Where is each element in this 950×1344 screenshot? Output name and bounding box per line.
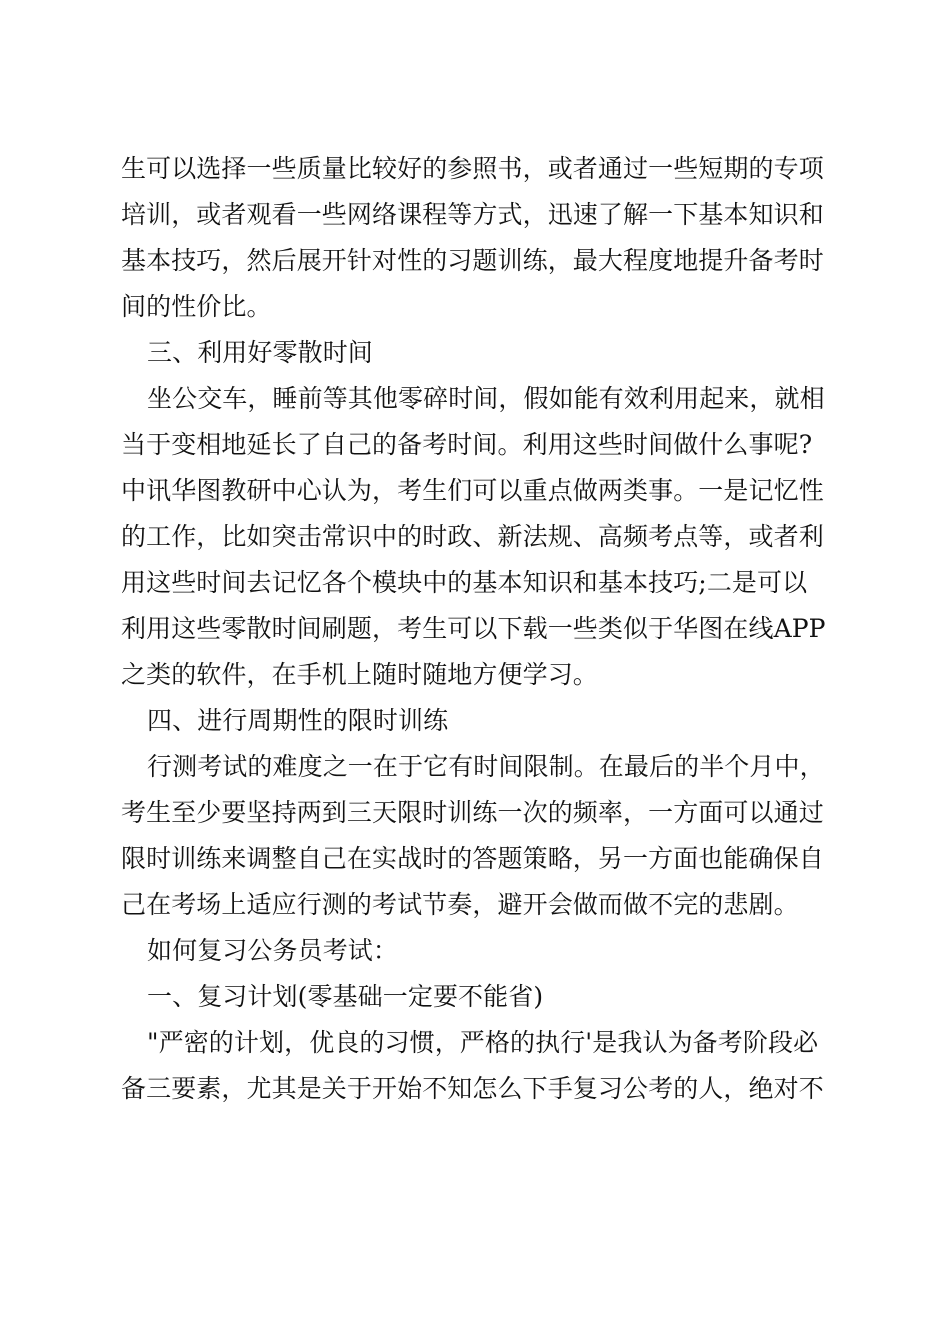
text-line: 当于变相地延长了自己的备考时间。利用这些时间做什么事呢? [121, 430, 813, 459]
text-line: 考生至少要坚持两到三天限时训练一次的频率，一方面可以通过 [121, 798, 824, 827]
section-heading: 四、进行周期性的限时训练 [147, 706, 449, 735]
text-line: 间的性价比。 [121, 292, 272, 321]
text-line: 用这些时间去记忆各个模块中的基本知识和基本技巧;二是可以 [121, 568, 808, 597]
section-heading: 三、利用好零散时间 [147, 338, 373, 367]
text-line: 的工作，比如突击常识中的时政、新法规、高频考点等，或者利 [121, 522, 824, 551]
text-line: 备三要素，尤其是关于开始不知怎么下手复习公考的人，绝对不 [121, 1074, 824, 1103]
text-line: 己在考场上适应行测的考试节奏，避开会做而做不完的悲剧。 [121, 890, 799, 919]
text-line: 限时训练来调整自己在实战时的答题策略，另一方面也能确保自 [121, 844, 824, 873]
text-line: 生可以选择一些质量比较好的参照书，或者通过一些短期的专项 [121, 154, 824, 183]
text-line: 基本技巧，然后展开针对性的习题训练，最大程度地提升备考时 [121, 246, 824, 275]
text-line: "严密的计划，优良的习惯，严格的执行'是我认为备考阶段必 [147, 1028, 819, 1057]
document-body [121, 146, 835, 1112]
section-heading: 一、复习计划(零基础一定要不能省) [147, 982, 544, 1011]
text-line: 利用这些零散时间刷题，考生可以下载一些类似于华图在线APP [121, 614, 826, 643]
text-line: 培训，或者观看一些网络课程等方式，迅速了解一下基本知识和 [121, 200, 824, 229]
text-line: 坐公交车，睡前等其他零碎时间，假如能有效利用起来，就相 [147, 384, 825, 413]
text-line: 行测考试的难度之一在于它有时间限制。在最后的半个月中， [147, 752, 825, 781]
text-line: 中讯华图教研中心认为，考生们可以重点做两类事。一是记忆性 [121, 476, 824, 505]
text-line: 之类的软件，在手机上随时随地方便学习。 [121, 660, 598, 689]
section-heading: 如何复习公务员考试： [147, 936, 399, 965]
